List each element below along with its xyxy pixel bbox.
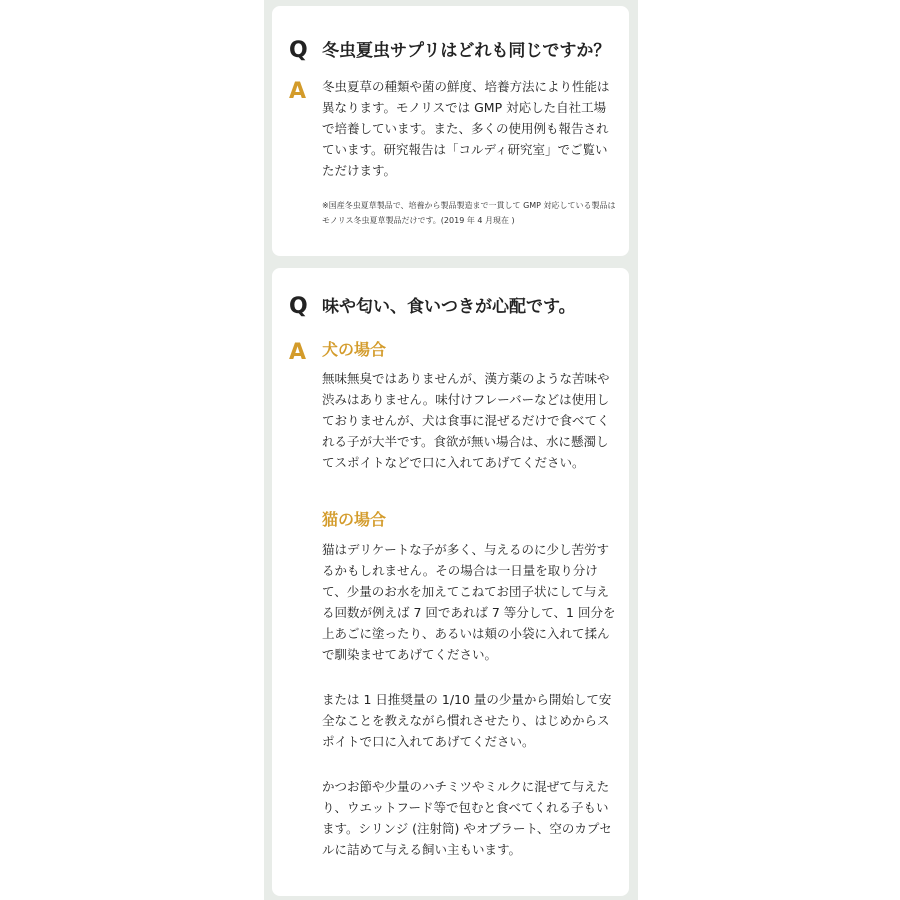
cat-text-1: 猫はデリケートな子が多く、与えるのに少し苦労するかもしれません。その場合は一日量を取り分けて、少量のお水を加えてこねてお団子状にして与える回数が例えば 7 回であれば 7 等分して、1 回分を上あごに塗ったり、あるいは頬の小袋に入れて揉んで馴染ませてあげてください。 xyxy=(322,542,616,662)
question-text: 味や匂い、食いつきが心配です。 xyxy=(322,297,576,317)
dog-text: 無味無臭ではありませんが、漢方薬のような苦味や渋みはありません。味付けフレーバーなどは使用しておりませんが、犬は食事に混ぜるだけで食べてくれる子が大半です。食欲が無い場合は、水に懸濁してスポイトなどで口に入れてあげてください。 xyxy=(322,371,610,470)
faq-card-taste xyxy=(272,268,629,896)
answer-text: 冬虫夏草の種類や菌の鮮度、培養方法により性能は異なります。モノリスでは GMP 対応した自社工場で培養しています。また、多くの使用例も報告されています。研究報告は「コルディ研究室」でご覧いただけます。 xyxy=(322,79,610,178)
question-mark-label: Q xyxy=(289,294,308,319)
dog-heading: 犬の場合 xyxy=(322,340,387,359)
cat-text-2: または 1 日推奨量の 1/10 量の少量から開始して安全なことを教えながら慣れさせたり、はじめからスポイトで口に入れてあげてください。 xyxy=(322,692,612,749)
faq-card-quality xyxy=(272,6,629,256)
question-text: 冬虫夏虫サプリはどれも同じですか？ xyxy=(322,41,611,61)
answer-mark-label: A xyxy=(289,79,307,104)
cat-text-3: かつお節や少量のハチミツやミルクに混ぜて与えたり、ウエットフード等で包むと食べてくれる子もいます。シリンジ (注射筒) やオブラート、空のカプセルに詰めて与える飼い主もいます。 xyxy=(322,779,612,857)
cat-heading: 猫の場合 xyxy=(322,510,387,529)
question-mark-label: Q xyxy=(289,38,308,63)
answer-mark-label: A xyxy=(289,340,307,365)
footnote: ※国産冬虫夏草製品で、培養から製品製造まで一貫して GMP 対応している製品はモノリス冬虫夏草製品だけです。(2019 年 4 月現在 ) xyxy=(322,201,616,225)
